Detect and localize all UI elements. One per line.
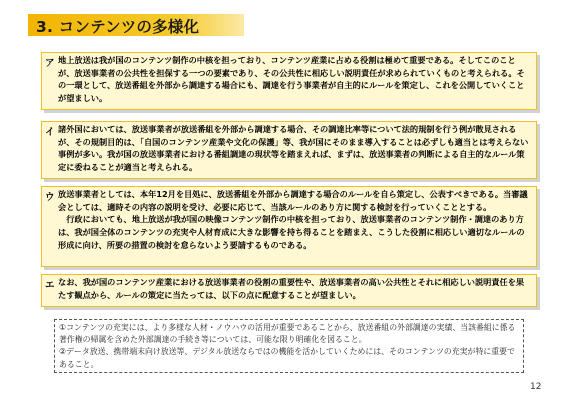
- section-a-box: [41, 52, 537, 110]
- section-a-text: 地上放送は我が国のコンテンツ制作の中核を担っており、コンテンツ産業に占める役割は極めて重要である。そしてこのことが、放送事業者の公共性を担保する一つの要素であり、その公共性に相応しい説明責任が求められていくものと考えられる。その一環として、放送番組を外部から調達する場合にも、調達を行う事業者が自主的にルールを策定し、これを公開していくことが望ましい。: [58, 55, 525, 104]
- section-i-text: 諸外国においては、放送事業者が放送番組を外部から調達する場合、その調達比率等について法的規制を行う例が散見されるが、その規制目的は、「自国のコンテンツ産業や文化の保護」等、我が国にそのまま導入することは必ずしも適当とは考えらない事例が多い。我が国の放送事業者における番組調達の現状等を踏まえれば、まずは、放送事業者の判断による自主的なルール策定に委ねることが適当と考えられる。: [58, 124, 529, 173]
- section-u-marker: ウ: [45, 192, 55, 203]
- notes-box: [54, 319, 524, 373]
- section-u-text: 放送事業者としては、本年12月を目処に、放送番組を外部から調達する場合のルールを自ら策定し、公表すべきである。当審議会としては、適時その内容の説明を受け、必要に応じて、当該ルールのあり方に関する検討を行っていくこととする。 行政においても、地上放送が我が国の映像コンテンツ制作の中核を担っており、放送事業者のコンテンツ制作・調達のあり方は、我が国全体のコンテンツの充実や人材育成に大きな影響を持ち得ることを踏まえ、こうした役割に相応しい適切なルールの形成に向け、所要の措置の検討を怠らないよう要請するものである。: [58, 189, 528, 250]
- section-i-box: [41, 121, 537, 179]
- section-a-marker: ア: [45, 58, 55, 69]
- page-title: 3. コンテンツの多様化: [36, 18, 200, 36]
- page-number: 12: [530, 382, 542, 392]
- section-e-marker: エ: [45, 280, 55, 291]
- notes-text: ①コンテンツの充実には、より多様な人材・ノウハウの活用が重要であることから、放送番組の外部調達の実績、当該番組に係る著作権の帰属を含めた外部調達の手続き等については、可能な限り明確化を図ること。 ②データ放送、携帯端末向け放送等、デジタル放送ならではの機能を活かしていくためには、そのコンテンツの充実が特に重要であること。: [59, 323, 516, 369]
- section-e-text: なお、我が国のコンテンツ産業における放送事業者の役割の重要性や、放送事業者の高い公共性とそれに相応しい説明責任を果たす観点から、ルールの策定に当たっては、以下の点に配意することが望ましい。: [58, 277, 525, 300]
- section-u-box: [41, 186, 537, 267]
- section-e-box: [41, 274, 537, 307]
- section-i-marker: イ: [45, 127, 55, 138]
